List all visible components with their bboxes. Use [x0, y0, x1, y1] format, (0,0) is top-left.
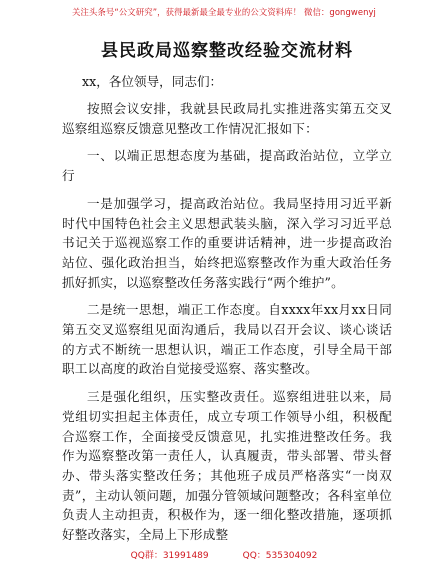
footer-qq: QQ：535304092 — [242, 551, 318, 561]
paragraph-intro: 按照会议安排，我就县民政局扎实推进落实第五交叉巡察组巡察反馈意见整改工作情况汇报如下： — [62, 101, 392, 136]
paragraph-2: 二是统一思想，端正工作态度。自xxxx年xx月xx日同第五交叉巡察组见面沟通后，我局以召开会议、谈心谈话的方式不断统一思想认识，端正工作态度，引导全局干部职工以高度的政治自觉接受巡察、落实整改。 — [62, 302, 392, 377]
document-title: 县民政局巡察整改经验交流材料 — [101, 41, 353, 61]
paragraph-3: 三是强化组织，压实整改责任。巡察组进驻以来，局党组切实担起主体责任，成立专项工作领导小组，积极配合巡察工作，全面接受反馈意见，扎实推进整改任务。我作为巡察整改第一责任人，认真履责，带头部署、带头督办、带头落实整改任务；其他班子成员严格落实“一岗双责”，主动认领问题，加强分管领域问题整改；各科室单位负责人主动担责，积极作为，逐一细化整改措施，逐项抓好整改落实，全局上下形成整 — [62, 389, 392, 543]
section-heading-1: 一、以端正思想态度为基础，提高政治站位，立学立行 — [62, 148, 392, 184]
footer-contact — [0, 548, 448, 561]
document-page — [62, 36, 392, 553]
salutation: xx，各位领导，同志们： — [82, 74, 223, 89]
footer-qq-group: QQ群：31991489 — [130, 551, 209, 561]
paragraph-1: 一是加强学习，提高政治站位。我局坚持用习近平新时代中国特色社会主义思想武装头脑，深入学习习近平总书记关于巡视巡察工作的重要讲话精神，进一步提高政治站位、强化政治担当，始终把巡察整改作为重大政治任务抓好抓实，以巡察整改任务落实践行“两个维护”。 — [62, 195, 392, 290]
header-banner: 关注头条号“公文研究”，获得最新最全最专业的公文资料库！ 微信：gongwenyj — [72, 7, 376, 17]
